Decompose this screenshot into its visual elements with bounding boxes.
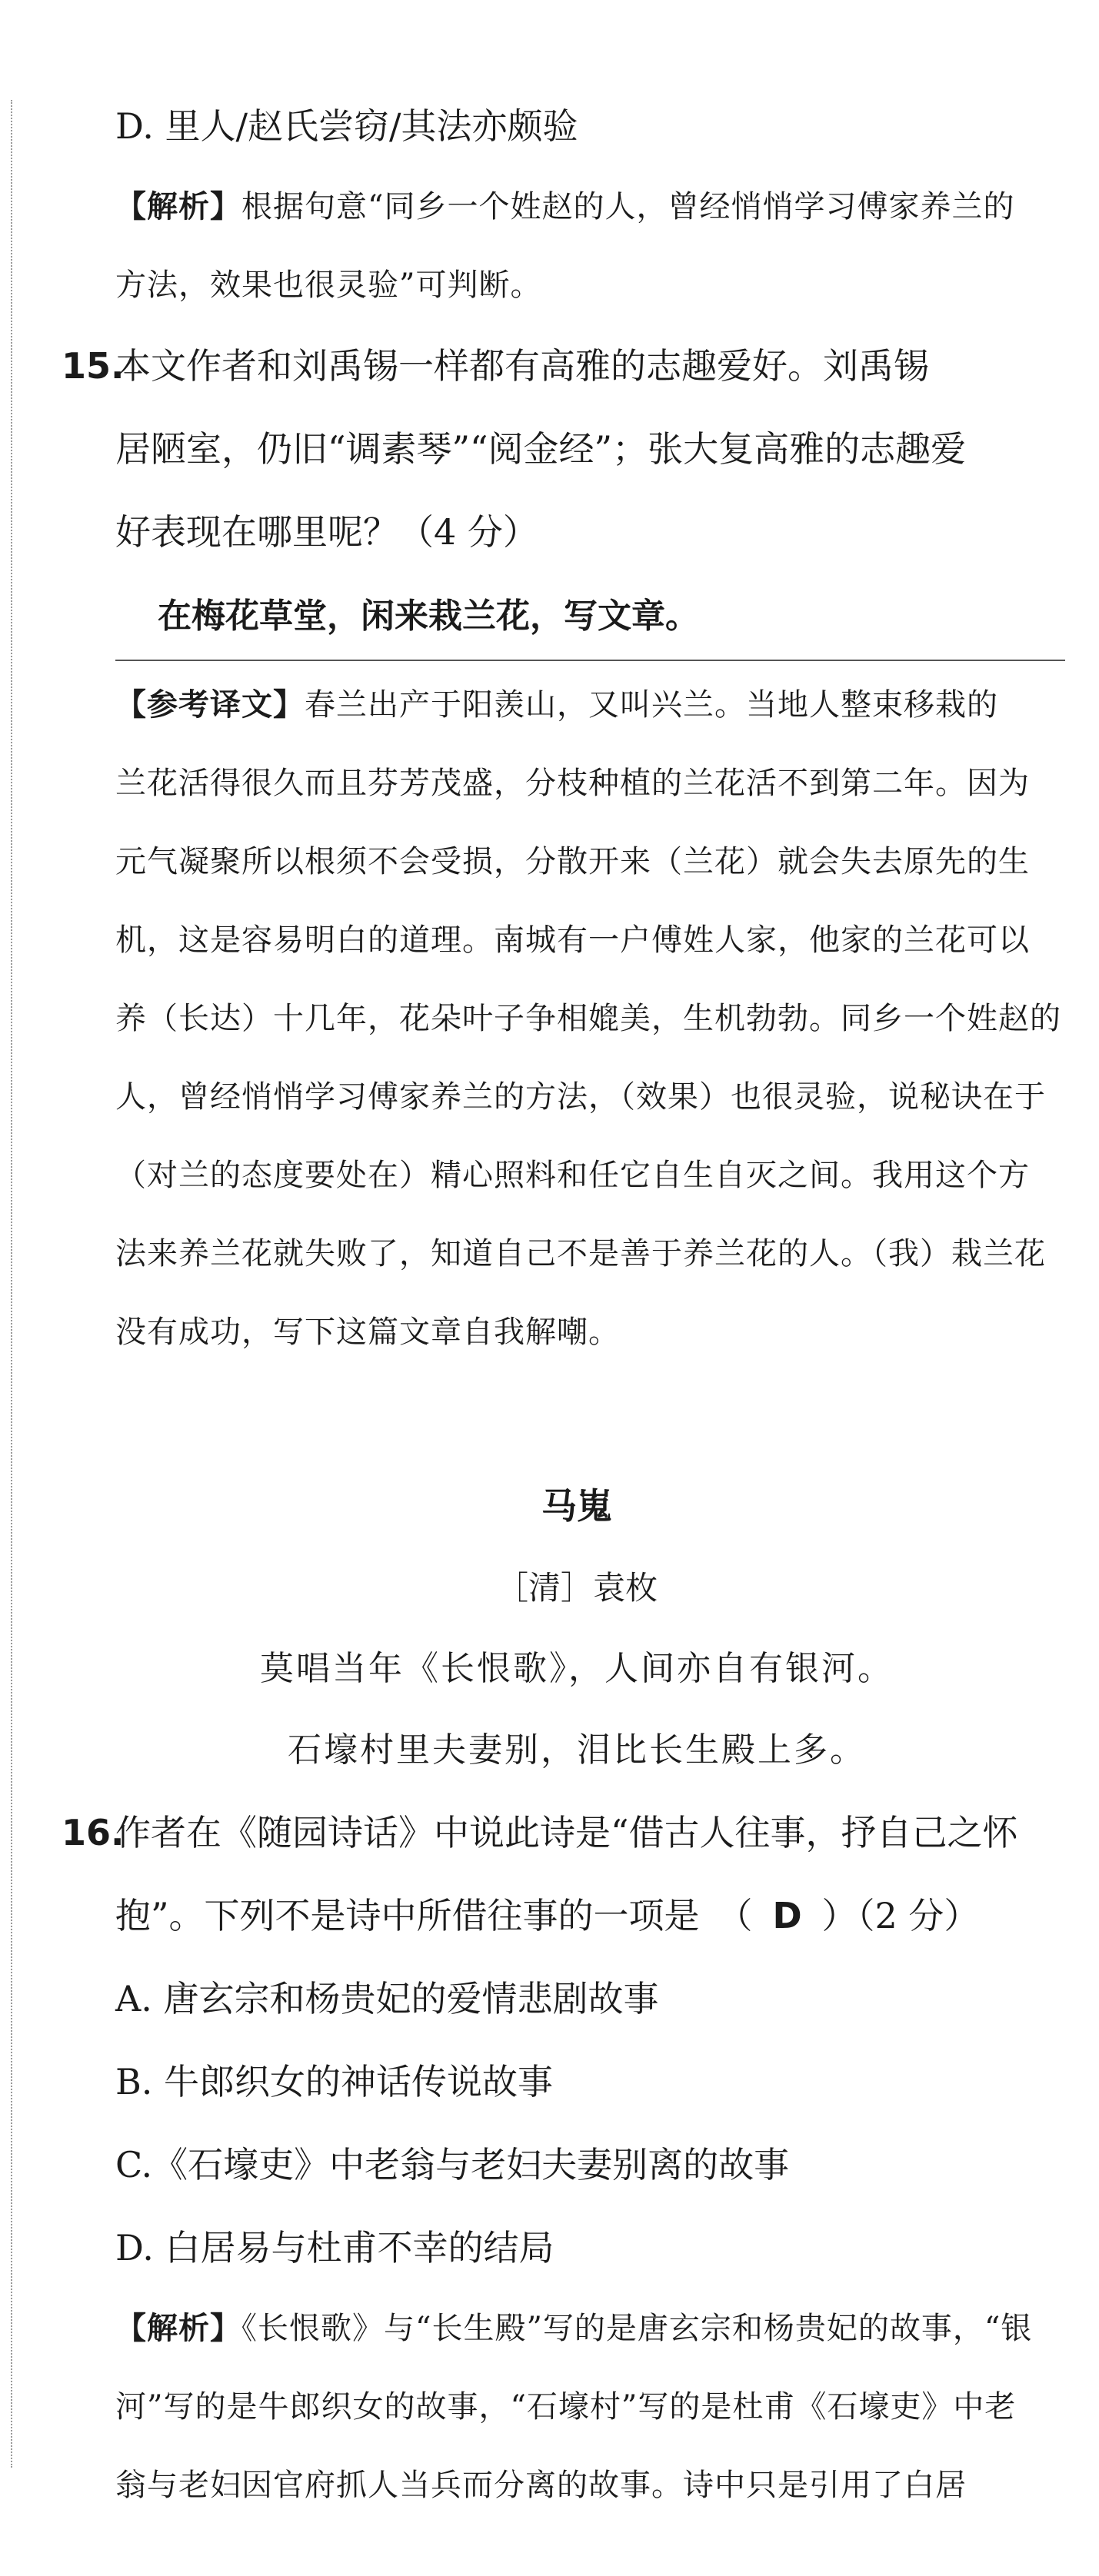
analysis-tag: 【解析】 — [115, 189, 241, 224]
q16-answer: D — [772, 1895, 802, 1936]
translation-line-4: 机，这是容易明白的道理。南城有一户傅姓人家，他家的兰花可以 — [115, 922, 1030, 958]
translation-line-5: 养（长达）十几年，花朵叶子争相媲美，生机勃勃。同乡一个姓赵的 — [115, 1001, 1061, 1036]
translation-line-9: 没有成功，写下这篇文章自我解嘲。 — [115, 1315, 620, 1350]
translation-line-1: 【参考译文】春兰出产于阳羡山，又叫兴兰。当地人整束移栽的 — [115, 687, 998, 723]
q16-stem-line-1: 16.作者在《随园诗话》中说此诗是“借古人往事，抒自己之怀 — [115, 1791, 1038, 1874]
analysis-tag: 【解析】 — [115, 2311, 241, 2346]
translation-line-2: 兰花活得很久而且芬芳茂盛，分枝种植的兰花活不到第二年。因为 — [115, 766, 1030, 801]
q16-option-b: B. 牛郎织女的神话传说故事 — [115, 2061, 554, 2102]
margin-dotted-rule — [11, 100, 12, 2468]
q14-analysis-line-1: 【解析】根据句意“同乡一个姓赵的人，曾经悄悄学习傅家养兰的 — [115, 189, 1015, 224]
q15-stem-line-2: 居陋室，仍旧“调素琴”“阅金经”；张大复高雅的志趣爱 — [115, 428, 967, 470]
q16-option-c: C.《石壕吏》中老翁与老妇夫妻别离的故事 — [115, 2144, 790, 2185]
worksheet-page — [62, 85, 1061, 2524]
q16-option-d: D. 白居易与杜甫不幸的结局 — [115, 2227, 554, 2269]
q16-analysis-line-1: 【解析】《长恨歌》与“长生殿”写的是唐玄宗和杨贵妃的故事，“银 — [115, 2311, 1033, 2346]
poem-author: ［清］袁枚 — [495, 1569, 658, 1607]
q15-stem-line-3: 好表现在哪里呢？（4 分） — [115, 511, 538, 553]
translation-line-8: 法来养兰花就失败了，知道自己不是善于养兰花的人。（我）栽兰花 — [115, 1236, 1046, 1271]
q16-stem-line-2: 抱”。下列不是诗中所借往事的一项是 （ D ）（2 分） — [115, 1874, 1038, 1957]
question-number: 15. — [62, 345, 125, 387]
q16-analysis-line-3: 翁与老妇因官府抓人当兵而分离的故事。诗中只是引用了白居 — [115, 2468, 967, 2503]
translation-line-3: 元气凝聚所以根须不会受损，分散开来（兰花）就会失去原先的生 — [115, 844, 1030, 879]
translation-tag: 【参考译文】 — [115, 687, 305, 723]
question-number: 16. — [62, 1812, 125, 1853]
q16-option-a: A. 唐玄宗和杨贵妃的爱情悲剧故事 — [115, 1978, 659, 2019]
q14-analysis-line-2: 方法，效果也很灵验”可判断。 — [115, 268, 542, 303]
poem-title: 马嵬 — [541, 1485, 612, 1527]
translation-line-6: 人，曾经悄悄学习傅家养兰的方法，（效果）也很灵验，说秘诀在于 — [115, 1079, 1046, 1115]
section-spacer — [115, 1371, 1038, 1464]
poem-line-2: 石壕村里夫妻别，泪比长生殿上多。 — [288, 1730, 866, 1770]
translation-line-7: （对兰的态度要处在）精心照料和任它自生自灭之间。我用这个方 — [115, 1158, 1030, 1193]
q16-analysis-line-2: 河”写的是牛郎织女的故事，“石壕村”写的是杜甫《石壕吏》中老 — [115, 2389, 1017, 2425]
q15-stem-line-1: 15.本文作者和刘禹锡一样都有高雅的志趣爱好。刘禹锡 — [115, 324, 1038, 407]
q14-option-d: D. 里人/赵氏尝窃/其法亦颇验 — [115, 105, 578, 147]
q15-answer: 在梅花草堂，闲来栽兰花，写文章。 — [115, 573, 1065, 661]
poem-line-1: 莫唱当年《长恨歌》，人间亦自有银河。 — [260, 1649, 894, 1688]
